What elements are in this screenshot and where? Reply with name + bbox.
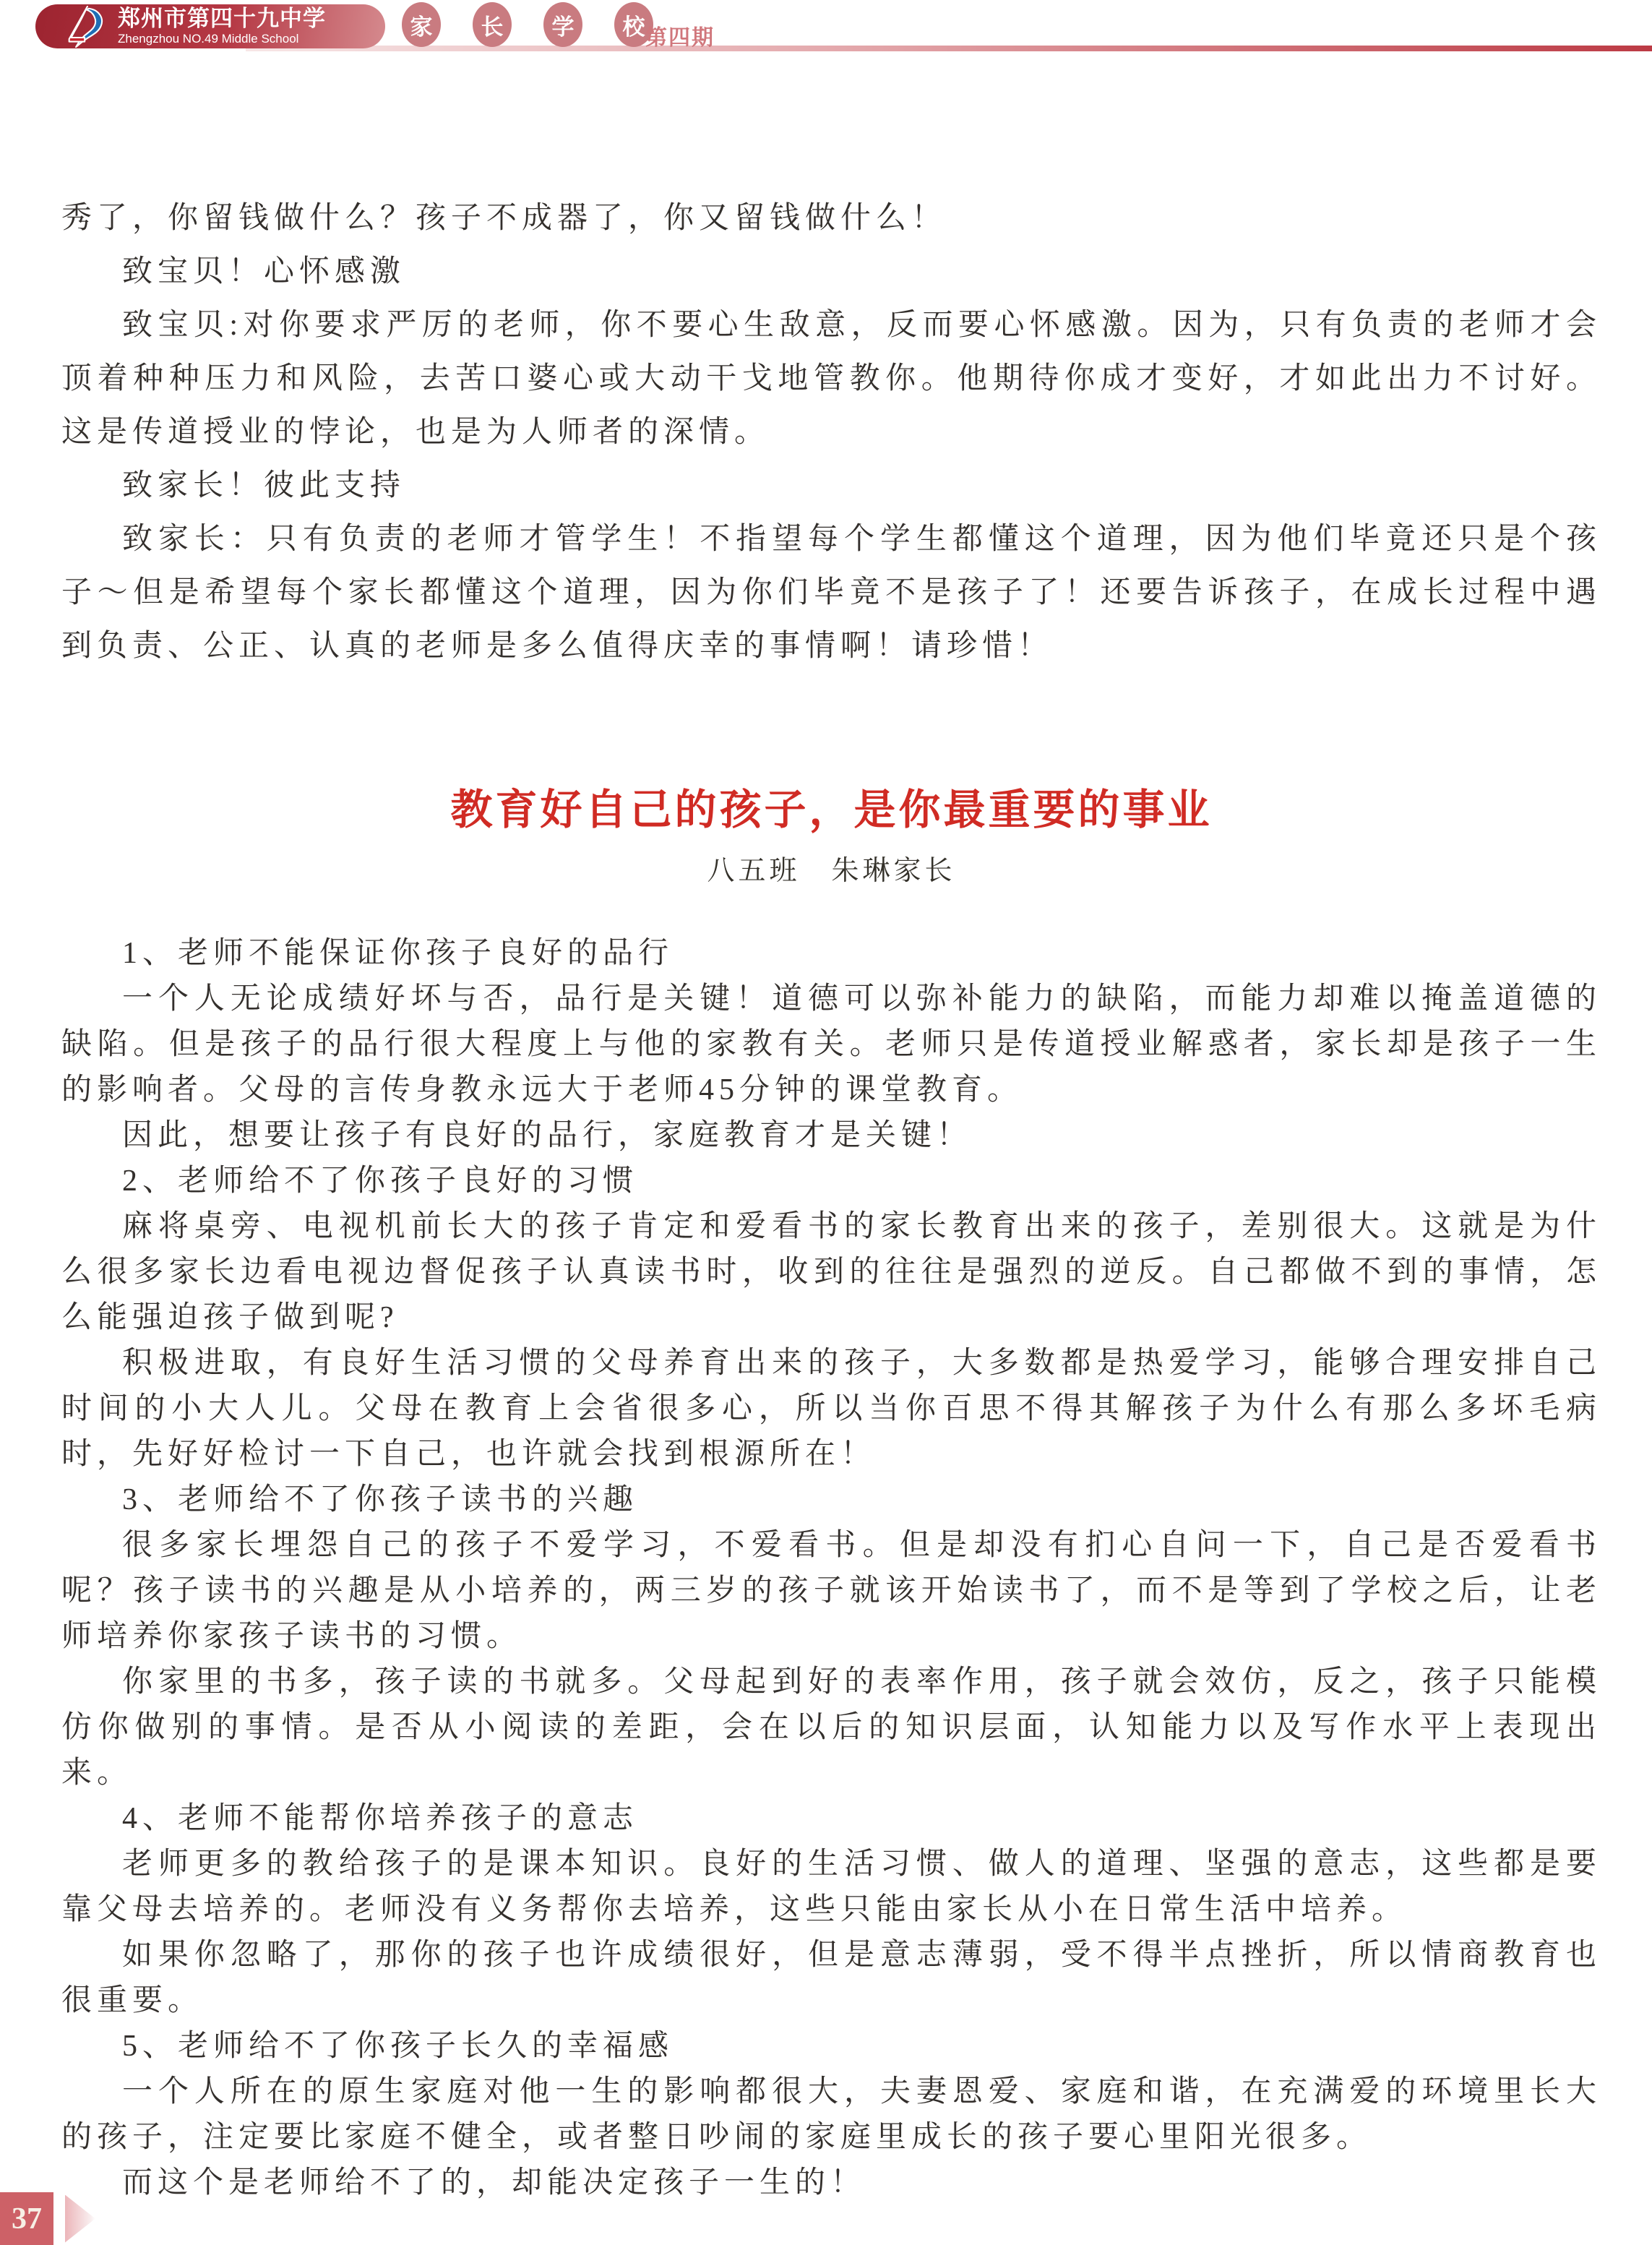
page-body (61, 0, 1601, 2206)
article-paragraph: 因此，想要让孩子有良好的品行，家庭教育才是关键！ (122, 1119, 973, 1152)
page-number: 37 (0, 2192, 53, 2245)
page-footer (0, 2192, 95, 2245)
intro-subhead: 致家长！彼此支持 (122, 469, 406, 502)
article-byline: 八五班 朱琳家长 (707, 856, 956, 886)
school-banner (35, 4, 385, 48)
article-paragraph: 很多家长埋怨自己的孩子不爱学习，不爱看书。但是却没有扪心自问一下，自己是否爱看书呢？孩子读书的兴趣是从小培养的，两三岁的孩子就该开始读书了，而不是等到了学校之后，让老师培养你家孩子读书的习惯。 (61, 1529, 1601, 1653)
article-paragraph: 麻将桌旁、电视机前长大的孩子肯定和爱看书的家长教育出来的孩子，差别很大。这就是为什么很多家长边看电视边督促孩子认真读书时，收到的往往是强烈的逆反。自己都做不到的事情，怎么能强迫孩子做到呢? (61, 1210, 1601, 1334)
issue-label: 第四期 (645, 26, 715, 50)
school-logo-icon (66, 6, 108, 48)
article-section-heading: 3、老师给不了你孩子读书的兴趣 (122, 1483, 639, 1516)
article-paragraph: 积极进取，有良好生活习惯的父母养育出来的孩子，大多数都是热爱学习，能够合理安排自己时间的小大人儿。父母在教育上会省很多心，所以当你百思不得其解孩子为什么有那么多坏毛病时，先好好检讨一下自己，也许就会找到根源所在！ (61, 1347, 1601, 1471)
intro-paragraph: 致宝贝:对你要求严厉的老师，你不要心生敌意，反而要心怀感激。因为，只有负责的老师才会顶着种种压力和风险，去苦口婆心或大动干戈地管教你。他期待你成才变好，才如此出力不讨好。这是传道授业的悖论，也是为人师者的深情。 (61, 309, 1601, 449)
badge-zhang: 长 (473, 2, 512, 47)
article-section-heading: 4、老师不能帮你培养孩子的意志 (122, 1802, 639, 1835)
article-title: 教育好自己的孩子，是你最重要的事业 (450, 786, 1213, 833)
article-section-heading: 1、老师不能保证你孩子良好的品行 (122, 937, 674, 970)
article-paragraph: 如果你忽略了，那你的孩子也许成绩很好，但是意志薄弱，受不得半点挫折，所以情商教育也很重要。 (61, 1939, 1601, 2017)
article-paragraph: 而这个是老师给不了的，却能决定孩子一生的！ (122, 2166, 866, 2199)
school-names (118, 7, 326, 45)
intro-paragraph: 致家长：只有负责的老师才管学生！不指望每个学生都懂这个道理，因为他们毕竟还只是个孩子～但是希望每个家长都懂这个道理，因为你们毕竟不是孩子了！还要告诉孩子，在成长过程中遇到负责、公正、认真的老师是多么值得庆幸的事情啊！请珍惜！ (61, 523, 1601, 663)
school-name-en: Zhengzhou NO.49 Middle School (118, 31, 299, 46)
article-body (61, 931, 1601, 2206)
intro-subhead: 致宝贝！心怀感激 (122, 255, 406, 288)
footer-triangle-icon (65, 2195, 95, 2243)
intro-paragraph: 秀了，你留钱做什么？孩子不成器了，你又留钱做什么！ (61, 202, 947, 235)
article-section-heading: 5、老师给不了你孩子长久的幸福感 (122, 2030, 674, 2063)
badge-jia: 家 (402, 2, 441, 47)
school-name-cn: 郑州市第四十九中学 (118, 6, 326, 32)
article-paragraph: 一个人无论成绩好坏与否，品行是关键！道德可以弥补能力的缺陷，而能力却难以掩盖道德的缺陷。但是孩子的品行很大程度上与他的家教有关。老师只是传道授业解惑者，家长却是孩子一生的影响者。父母的言传身教永远大于老师45分钟的课堂教育。 (61, 982, 1601, 1107)
masthead-badges (402, 2, 653, 47)
intro-section (61, 0, 1601, 673)
article-section-heading: 2、老师给不了你孩子良好的习惯 (122, 1164, 639, 1198)
article-paragraph: 你家里的书多，孩子读的书就多。父母起到好的表率作用，孩子就会效仿，反之，孩子只能模仿你做别的事情。是否从小阅读的差距，会在以后的知识层面，认知能力以及写作水平上表现出来。 (61, 1665, 1601, 1790)
article-paragraph: 老师更多的教给孩子的是课本知识。良好的生活习惯、做人的道理、坚强的意志，这些都是要靠父母去培养的。老师没有义务帮你去培养，这些只能由家长从小在日常生活中培养。 (61, 1847, 1601, 1926)
badge-xiao: 校 (614, 2, 653, 47)
badge-xue: 学 (543, 2, 582, 47)
article-paragraph: 一个人所在的原生家庭对他一生的影响都很大，夫妻恩爱、家庭和谐，在充满爱的环境里长大的孩子，注定要比家庭不健全，或者整日吵闹的家庭里成长的孩子要心里阳光很多。 (61, 2075, 1601, 2154)
